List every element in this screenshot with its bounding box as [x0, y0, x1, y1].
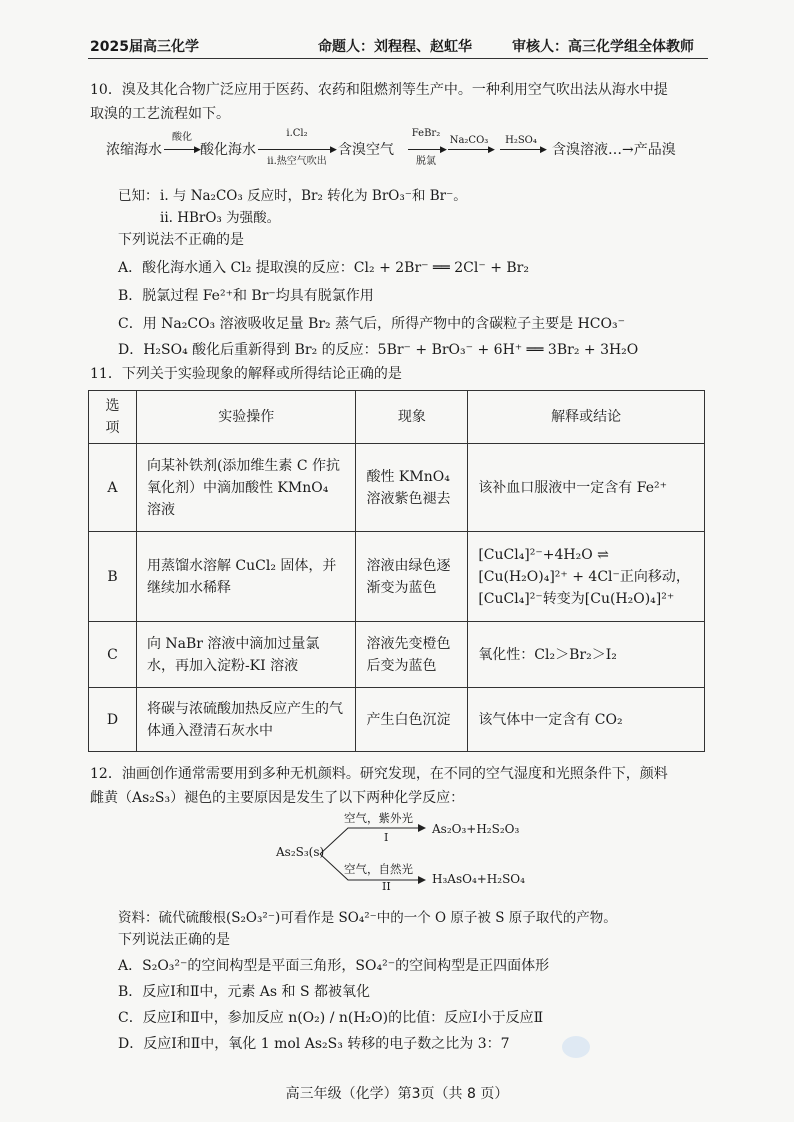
row-phenomenon: 产生白色沉淀	[356, 688, 468, 752]
flow-arrow-5-top: H₂SO₄	[505, 135, 537, 146]
q10-question: 下列说法不正确的是	[118, 232, 244, 248]
q10-option-c: C．用 Na₂CO₃ 溶液吸收足量 Br₂ 蒸气后，所得产物中的含碳粒子主要是 HCO₃⁻	[118, 316, 625, 332]
q11-table	[88, 390, 705, 752]
flow-arrow-3-bottom: 脱氯	[416, 156, 436, 167]
row-option: D	[89, 688, 137, 752]
table-row	[89, 688, 705, 752]
q10-known-label: 已知：	[118, 188, 159, 204]
flow-arrow-2-bottom: ii.热空气吹出	[267, 156, 327, 167]
row-phenomenon: 酸性 KMnO₄ 溶液紫色褪去	[356, 444, 468, 532]
row-operation: 将碳与浓硫酸加热反应产生的气体通入澄清石灰水中	[136, 688, 356, 752]
row-option: B	[89, 532, 137, 622]
table-row	[89, 622, 705, 688]
flow-arrow-3	[408, 149, 444, 150]
q12-option-d: D．反应Ⅰ和Ⅱ中，氧化 1 mol As₂S₃ 转移的电子数之比为 3：7	[118, 1036, 510, 1052]
row-operation: 向某补铁剂(添加维生素 C 作抗氧化剂）中滴加酸性 KMnO₄ 溶液	[136, 444, 356, 532]
row-conclusion: 氧化性：Cl₂＞Br₂＞I₂	[468, 622, 705, 688]
flow-arrow-5	[500, 149, 544, 150]
header-reviewers: 审核人：高三化学组全体教师	[512, 39, 694, 55]
col-option: 选项	[89, 391, 137, 444]
col-conclusion: 解释或结论	[468, 391, 705, 444]
flow-arrow-2-top: i.Cl₂	[286, 128, 308, 139]
flow-arrowhead-3: ▶	[440, 145, 447, 155]
flow-arrow-2	[258, 149, 334, 150]
flow-arrow-1-label: 酸化	[172, 132, 192, 143]
q10-option-d: D．H₂SO₄ 酸化后重新得到 Br₂ 的反应：5Br⁻ + BrO₃⁻ + 6H⁺ ══ 3Br₂ + 3H₂O	[118, 342, 639, 358]
row-phenomenon: 溶液先变橙色后变为蓝色	[356, 622, 468, 688]
reaction-2-number: II	[382, 880, 391, 893]
page-footer: 高三年级（化学）第3页（共 8 页）	[285, 1086, 509, 1102]
q12-intro-2: 雌黄（As₂S₃）褪色的主要原因是发生了以下两种化学反应：	[90, 790, 465, 806]
header-rule	[88, 58, 708, 59]
q10-known-ii: ii. HBrO₃ 为强酸。	[160, 210, 281, 226]
reaction-2-products: H₃AsO₄+H₂SO₄	[432, 872, 525, 886]
q12-option-c: C．反应Ⅰ和Ⅱ中，参加反应 n(O₂) / n(H₂O)的比值：反应Ⅰ小于反应Ⅱ	[118, 1010, 544, 1026]
q12-option-b: B．反应Ⅰ和Ⅱ中，元素 As 和 S 都被氧化	[118, 984, 371, 1000]
row-operation: 向 NaBr 溶液中滴加过量氯水，再加入淀粉-KI 溶液	[136, 622, 356, 688]
q12-option-a: A．S₂O₃²⁻的空间构型是平面三角形，SO₄²⁻的空间构型是正四面体形	[118, 958, 550, 974]
flow-arrow-3-top: FeBr₂	[411, 128, 441, 139]
reactant-label: As₂S₃(s)	[276, 845, 325, 859]
row-conclusion: 该气体中一定含有 CO₂	[468, 688, 705, 752]
table-row	[89, 532, 705, 622]
row-conclusion: [CuCl₄]²⁻+4H₂O ⇌ [Cu(H₂O)₄]²⁺ + 4Cl⁻正向移动，[CuCl₄]²⁻转变为[Cu(H₂O)₄]²⁺	[468, 532, 705, 622]
branch-arrows	[318, 818, 430, 890]
flow-arrowhead-5: ▶	[540, 145, 547, 155]
flow-arrow-1	[164, 149, 198, 150]
q10-known-i: i. 与 Na₂CO₃ 反应时，Br₂ 转化为 BrO₃⁻和 Br⁻。	[160, 188, 467, 204]
table-row	[89, 444, 705, 532]
table-header-row	[89, 391, 705, 444]
flow-step-4: 含溴溶液…→产品溴	[552, 142, 676, 158]
row-conclusion: 该补血口服液中一定含有 Fe²⁺	[468, 444, 705, 532]
flow-arrow-4-top: Na₂CO₃	[449, 135, 489, 146]
q12-question: 下列说法正确的是	[118, 932, 230, 948]
flow-step-2: 酸化海水	[200, 142, 256, 158]
q10-intro-2: 取溴的工艺流程如下。	[90, 106, 230, 122]
row-phenomenon: 溶液由绿色逐渐变为蓝色	[356, 532, 468, 622]
row-option: A	[89, 444, 137, 532]
header-authors: 命题人：刘程程、赵虹华	[318, 39, 472, 55]
flow-step-3: 含溴空气	[338, 142, 394, 158]
flow-arrowhead-2: ▶	[330, 145, 337, 155]
reaction-1-products: As₂O₃+H₂S₂O₃	[432, 822, 520, 836]
flow-arrow-4	[448, 149, 492, 150]
ink-smudge	[562, 1036, 590, 1058]
row-option: C	[89, 622, 137, 688]
q10-option-b: B．脱氯过程 Fe²⁺和 Br⁻均具有脱氯作用	[118, 288, 374, 304]
q10-option-a: A．酸化海水通入 Cl₂ 提取溴的反应：Cl₂ + 2Br⁻ ══ 2Cl⁻ + Br₂	[118, 260, 529, 276]
flow-arrowhead-4: ▶	[488, 145, 495, 155]
row-operation: 用蒸馏水溶解 CuCl₂ 固体，并继续加水稀释	[136, 532, 356, 622]
flow-arrowhead-1: ▶	[194, 145, 201, 155]
reaction-1-number: I	[384, 831, 389, 844]
q10-intro-1: 10．溴及其化合物广泛应用于医药、农药和阻燃剂等生产中。一种利用空气吹出法从海水中提	[90, 82, 668, 98]
flow-step-1: 浓缩海水	[106, 142, 162, 158]
col-operation: 实验操作	[136, 391, 356, 444]
reaction-2-condition: 空气，自然光	[344, 862, 413, 876]
header-left: 2025届高三化学	[90, 39, 199, 55]
q12-info: 资料：硫代硫酸根(S₂O₃²⁻)可看作是 SO₄²⁻中的一个 O 原子被 S 原子取代的产物。	[118, 910, 617, 926]
col-phenomenon: 现象	[356, 391, 468, 444]
q12-intro-1: 12．油画创作通常需要用到多种无机颜料。研究发现，在不同的空气湿度和光照条件下，颜料	[90, 766, 668, 782]
reaction-1-condition: 空气，紫外光	[344, 811, 413, 825]
q11-stem: 11．下列关于实验现象的解释或所得结论正确的是	[90, 366, 402, 382]
